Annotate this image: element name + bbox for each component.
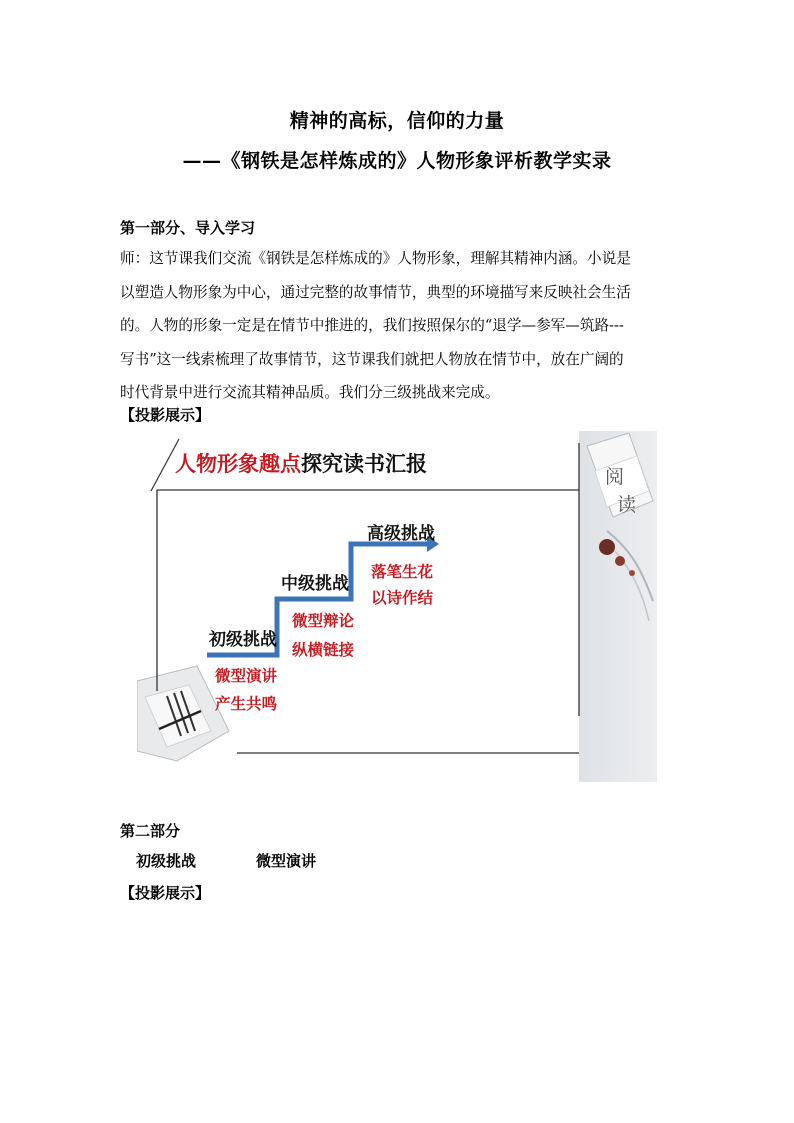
step-desc: 落笔生花 [371,563,434,581]
step-desc: 产生共鸣 [215,695,278,713]
step-desc: 微型演讲 [215,667,278,685]
section1-heading: 第一部分、导入学习 [120,219,256,237]
paragraph-line: 时代背景中进行交流其精神品质。我们分三级挑战来完成。 [120,384,500,401]
section2-heading: 第二部分 [120,822,181,840]
paragraph-line: 师：这节课我们交流《钢铁是怎样炼成的》人物形象，理解其精神内涵。小说是 [120,250,631,267]
paragraph-line: 写书”这一线索梳理了故事情节，这节课我们就把人物放在情节中，放在广阔的 [120,350,624,368]
step-label: 初级挑战 [209,630,277,650]
slide-image [137,431,657,782]
slide-title-black: 探究读书汇报 [301,452,427,476]
side-char: 读 [617,494,637,516]
side-char: 阅 [605,466,625,488]
document-title: 精神的高标，信仰的力量 [289,110,505,132]
svg-text:人物形象趣点探究读书汇报 [175,452,427,476]
document-subtitle: ——《钢铁是怎样炼成的》人物形象评析教学实录 [182,150,612,172]
section2-challenge: 初级挑战 [136,852,197,870]
intro-paragraph [120,242,676,410]
step-desc: 纵横链接 [292,641,355,659]
section2-task: 微型演讲 [256,852,317,870]
projection-label: 【投影展示】 [120,406,211,424]
step-label: 中级挑战 [281,574,349,594]
step-label: 高级挑战 [367,524,435,544]
paragraph-line: 的。人物的形象一定是在情节中推进的，我们按照保尔的“退学—参军—筑路--- [120,317,624,334]
paragraph-line: 以塑造人物形象为中心，通过完整的故事情节，典型的环境描写来反映社会生活 [120,283,631,301]
step-desc: 微型辩论 [292,612,355,630]
step-desc: 以诗作结 [371,589,434,607]
slide-title-red: 人物形象趣点 [175,452,301,476]
projection-label: 【投影展示】 [120,884,211,902]
